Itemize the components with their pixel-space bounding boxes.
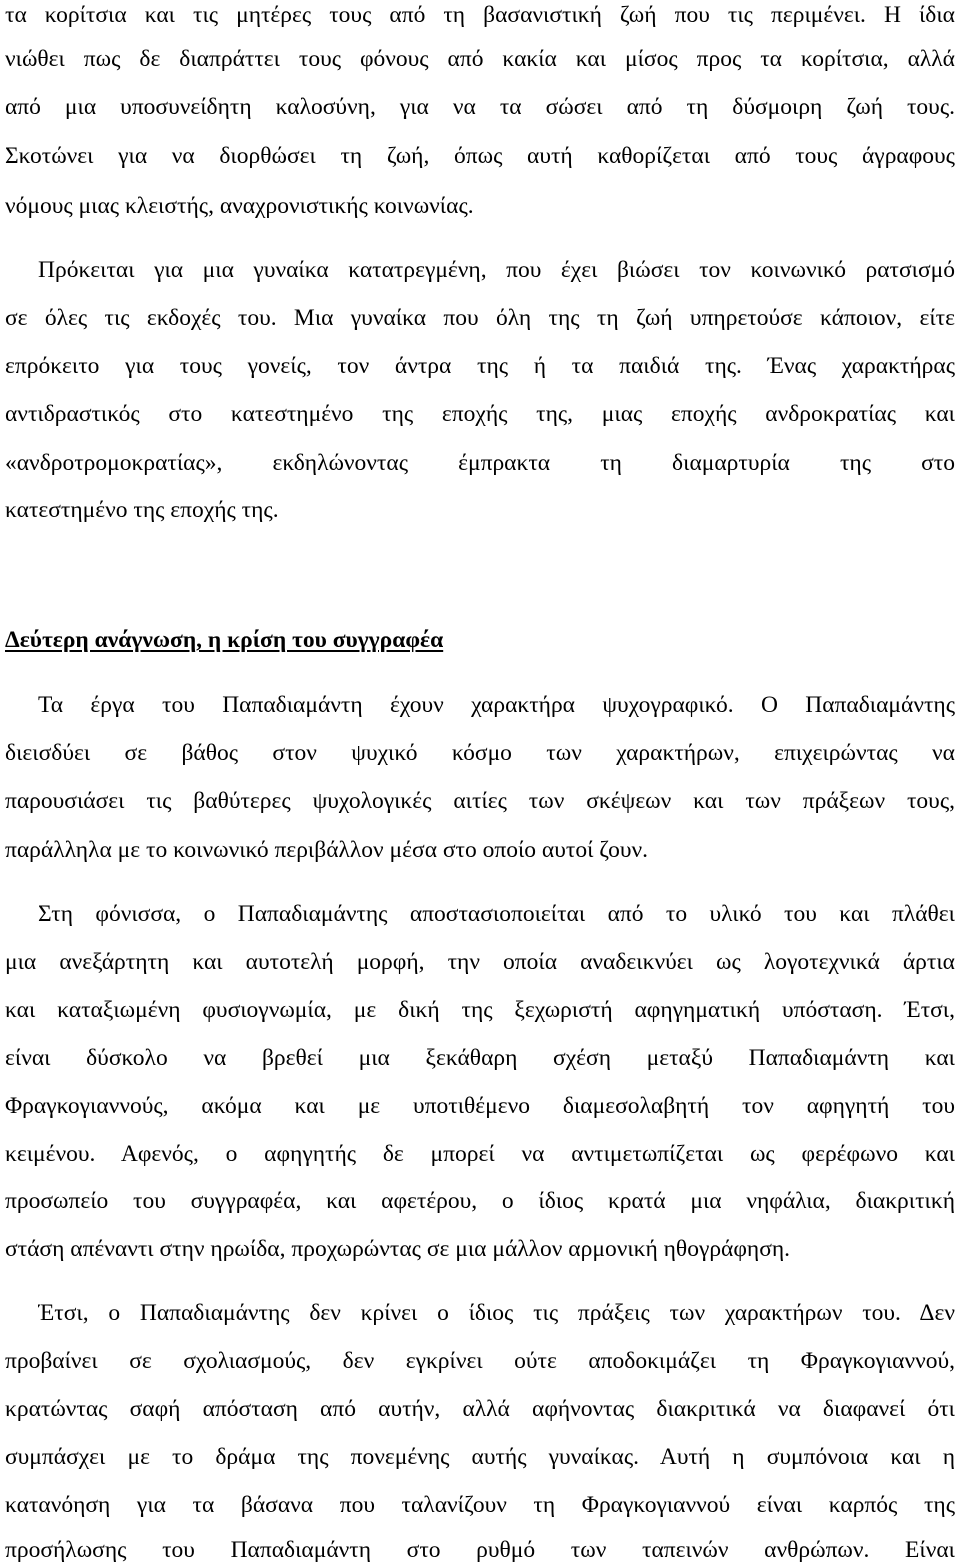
text-line: Στη φόνισσα, ο Παπαδιαμάντης αποστασιοποιείται από το υλικό του και πλάθει: [38, 901, 955, 927]
text-line: επρόκειτο για τους γονείς, τον άντρα της ή τα παιδιά της. Ένας χαρακτήρας: [5, 353, 955, 379]
text-line: κατεστημένο της εποχής της.: [5, 497, 279, 523]
text-line: διεισδύει σε βάθος στον ψυχικό κόσμο των χαρακτήρων, επιχειρώντας να: [5, 740, 955, 766]
text-line: παρουσιάσει τις βαθύτερες ψυχολογικές αιτίες των σκέψεων και των πράξεων τους,: [5, 788, 955, 814]
text-line: συμπάσχει με το δράμα της πονεμένης αυτής γυναίκας. Αυτή η συμπόνοια και η: [5, 1444, 955, 1470]
text-line: τα κορίτσια και τις μητέρες τους από τη βασανιστική ζωή που τις περιμένει. Η ίδια: [5, 2, 955, 28]
text-line: σε όλες τις εκδοχές του. Μια γυναίκα που όλη της τη ζωή υπηρετούσε κάποιον, είτε: [5, 305, 955, 331]
text-line: από μια υποσυνείδητη καλοσύνη, για να τα σώσει από τη δύσμοιρη ζωή τους.: [5, 94, 955, 120]
text-line: μια ανεξάρτητη και αυτοτελή μορφή, την οποία αναδεικνύει ως λογοτεχνικά άρτια: [5, 949, 955, 975]
text-line: κατανόηση για τα βάσανα που ταλανίζουν τη Φραγκογιαννού είναι καρπός της: [5, 1492, 955, 1518]
text-line: νόμους μιας κλειστής, αναχρονιστικής κοινωνίας.: [5, 193, 474, 219]
text-line: Σκοτώνει για να διορθώσει τη ζωή, όπως αυτή καθορίζεται από τους άγραφους: [5, 143, 955, 169]
section-heading: Δεύτερη ανάγνωση, η κρίση του συγγραφέα: [5, 627, 444, 653]
text-line: και καταξιωμένη φυσιογνωμία, με δική της ξεχωριστή αφηγηματική υπόσταση. Έτσι,: [5, 997, 955, 1023]
text-line: κρατώντας σαφή απόσταση από αυτήν, αλλά αφήνοντας διακριτικά να διαφανεί ότι: [5, 1396, 955, 1422]
text-line: Φραγκογιαννούς, ακόμα και με υποτιθέμενο διαμεσολαβητή τον αφηγητή του: [5, 1093, 955, 1119]
text-line: προσήλωσης του Παπαδιαμάντη στο ρυθμό των ταπεινών ανθρώπων. Είναι: [5, 1537, 955, 1563]
text-line: παράλληλα με το κοινωνικό περιβάλλον μέσα στο οποίο αυτοί ζουν.: [5, 837, 649, 863]
text-line: προσωπείο του συγγραφέα, και αφετέρου, ο ίδιος κρατά μια νηφάλια, διακριτική: [5, 1188, 955, 1214]
text-line: «ανδροτρομοκρατίας», εκδηλώνοντας έμπρακτα τη διαμαρτυρία της στο: [5, 450, 955, 476]
text-line: κειμένου. Αφενός, ο αφηγητής δε μπορεί να αντιμετωπίζεται ως φερέφωνο και: [5, 1141, 955, 1167]
text-line: αντιδραστικός στο κατεστημένο της εποχής της, μιας εποχής ανδροκρατίας και: [5, 401, 955, 427]
text-line: είναι δύσκολο να βρεθεί μια ξεκάθαρη σχέση μεταξύ Παπαδιαμάντη και: [5, 1045, 955, 1071]
text-line: νιώθει πως δε διαπράττει τους φόνους από κακία και μίσος προς τα κορίτσια, αλλά: [5, 46, 955, 72]
text-line: προβαίνει σε σχολιασμούς, δεν εγκρίνει ούτε αποδοκιμάζει τη Φραγκογιαννού,: [5, 1348, 955, 1374]
text-line: Τα έργα του Παπαδιαμάντη έχουν χαρακτήρα ψυχογραφικό. Ο Παπαδιαμάντης: [38, 692, 955, 718]
text-line: στάση απέναντι στην ηρωίδα, προχωρώντας σε μια μάλλον αρμονική ηθογράφηση.: [5, 1236, 791, 1262]
text-line: Έτσι, ο Παπαδιαμάντης δεν κρίνει ο ίδιος τις πράξεις των χαρακτήρων του. Δεν: [38, 1300, 955, 1326]
text-line: Πρόκειται για μια γυναίκα κατατρεγμένη, που έχει βιώσει τον κοινωνικό ρατσισμό: [38, 257, 955, 283]
